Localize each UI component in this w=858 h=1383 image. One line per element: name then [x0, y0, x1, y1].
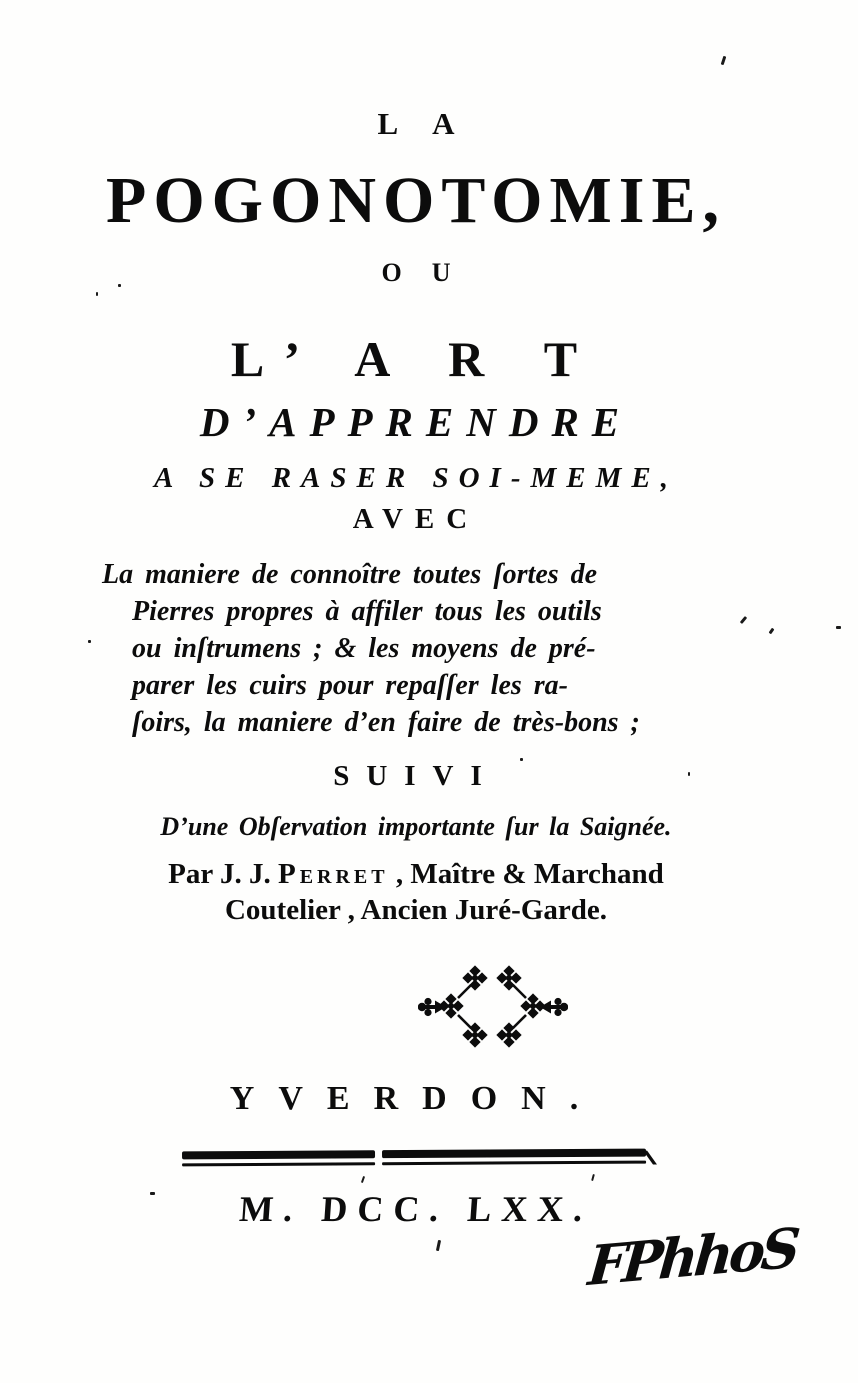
scan-speck: [836, 626, 841, 629]
imprint-date: M. DCC. LXX.: [238, 1189, 594, 1229]
scan-speck: [96, 292, 98, 296]
avec-connector: AVEC: [352, 503, 480, 535]
subtitle-se-raser: A SE RASER SOI-MEME,: [154, 462, 678, 494]
subtitle-lart: L’ A R T: [230, 331, 602, 387]
scan-speck: [118, 284, 121, 287]
subtitle-dapprendre: D’APPRENDRE: [199, 399, 633, 445]
handwritten-inscription: FPhhoS: [585, 1215, 800, 1299]
paragraph-line: La maniere de connoître toutes ſortes de: [102, 559, 598, 590]
paragraph-line: parer les cuirs pour repaſſer les ra-: [132, 670, 568, 701]
scan-speck: [520, 758, 523, 761]
suivi-connector: SUIVI: [333, 760, 499, 792]
imprint-city: YVERDON.: [229, 1080, 603, 1117]
scan-speck: [688, 772, 690, 776]
author-name: Perret: [277, 858, 389, 890]
paragraph-line: ou inſtrumens ; & les moyens de pré-: [132, 633, 596, 664]
author-titles: , Maître & Marchand: [388, 858, 664, 890]
scan-speck: [88, 640, 91, 643]
scan-speck: [769, 628, 775, 635]
paragraph-line: ſoirs, la maniere d’en faire de très-bons ;: [132, 707, 640, 738]
half-title-article: LA: [377, 106, 489, 141]
paragraph-line: Pierres propres à affiler tous les outils: [132, 596, 602, 627]
author-line2: Coutelier , Ancien Juré-Garde.: [224, 894, 608, 926]
scan-speck: [150, 1192, 155, 1195]
main-title: POGONOTOMIE,: [106, 164, 726, 237]
ou-connector: OU: [381, 258, 481, 287]
observation-subtitle: D’une Obſervation importante ſur la Saignée.: [160, 812, 672, 841]
author-prefix: Par J. J.: [168, 858, 278, 890]
